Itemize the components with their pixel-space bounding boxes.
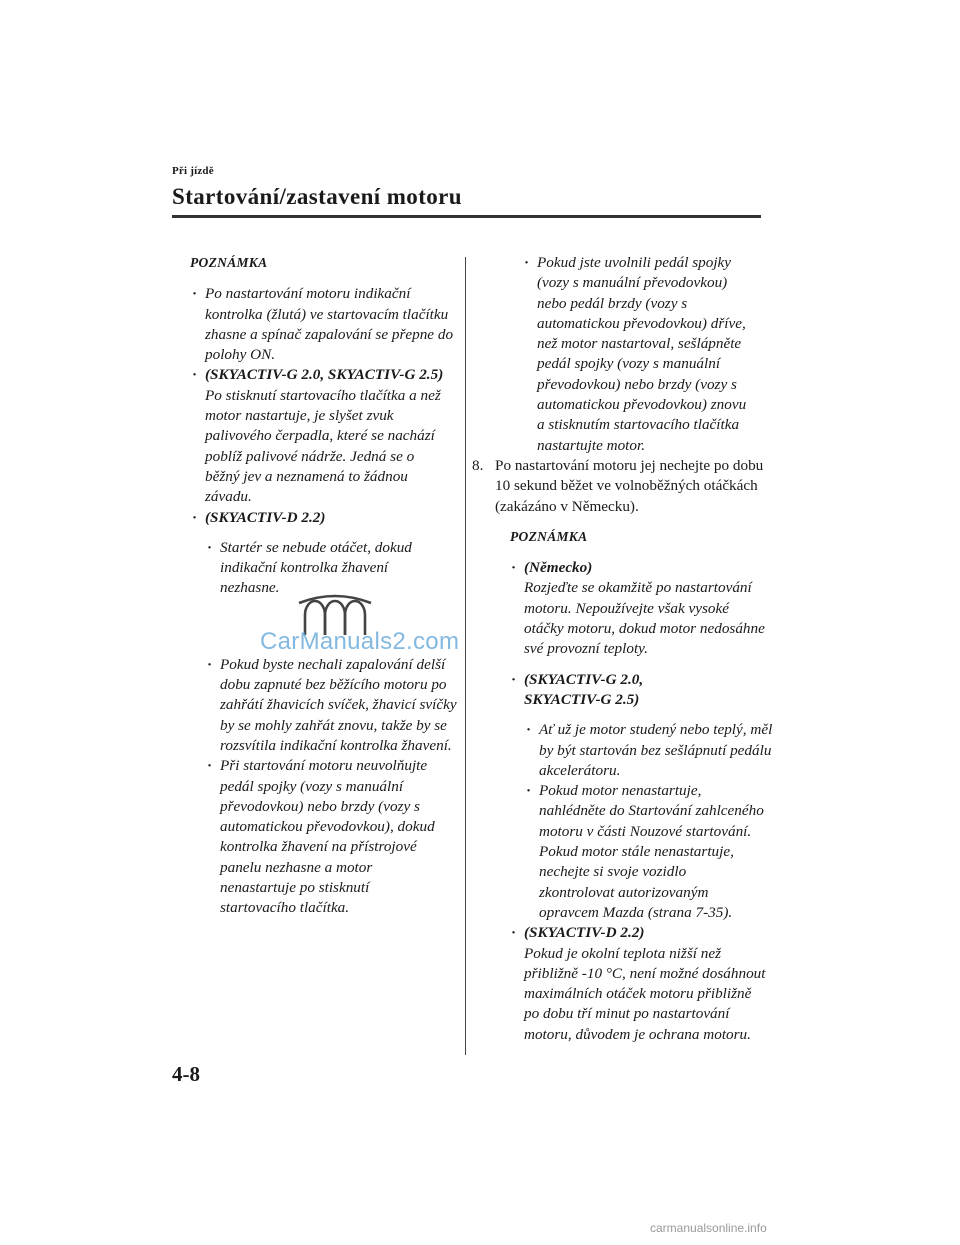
bullet-heading: · (Německo) [524,559,593,577]
note-heading: POZNÁMKA [510,528,588,544]
note-bullet [509,558,769,659]
note-heading: POZNÁMKA [190,255,268,270]
bullet-heading: · (SKYACTIV-D 2.2) [524,924,645,942]
sub-bullet: · Startér se nebude otáčet, dokud indikační kontrolka žhavení nezhasne. [205,538,435,599]
note-bullet [190,508,460,528]
note-bullet: · Po nastartování motoru indikační kontrolka (žlutá) ve startovacím tlačítku zhasne a spínač zapalování se přepne do polohy ON. [190,284,460,365]
section-label: Při jízdě [172,165,214,177]
title-rule [172,215,761,218]
bullet-text: Pokud je okolní teplota nižší než přibližně -10 °C, není možné dosáhnout maximálních otáček motoru přibližně po dobu tří minut po nastartování motoru, důvodem je ochrana motoru. [524,944,766,1043]
sub-bullet: · Pokud motor nenastartuje, nahlédněte do Startování zahlceného motoru v části Nouzové startování. Pokud motor stále nenastartuje, nechejte si svoje vozidlo zkontrolovat autorizovaným opravcem Mazda (strana 7-35). [524,781,764,923]
bullet-text: Rozjeďte se okamžitě po nastartování motoru. Nepoužívejte však vysoké otáčky motoru, dokud motor nedosáhne své provozní teploty. [524,579,765,658]
step-number: 8. [472,456,484,474]
note-bullet [509,670,684,711]
sub-bullet: · Pokud byste nechali zapalování delší dobu zapnuté bez běžícího motoru po zahřátí žhavicích svíček, žhavicí svíčky by se mohly zahřát znovu, takže by se rozsvítila indikační kontrolka žhavení. [205,655,460,756]
step-text: Po nastartování motoru jej nechejte po dobu 10 sekund běžet ve volnoběžných otáčkách (zakázáno v Německu). [495,456,764,515]
watermark: CarManuals2.com [260,628,460,655]
page-title: Startování/zastavení motoru [172,184,462,209]
page-number: 4-8 [172,1062,200,1086]
bullet-heading: · (SKYACTIV-G 2.0, SKYACTIV-G 2.5) [205,366,444,384]
right-column [472,253,773,1045]
footer-url[interactable]: carmanualsonline.info [650,1221,767,1235]
sub-bullet: · Pokud jste uvolnili pedál spojky (vozy s manuální převodovkou) nebo pedál brzdy (vozy s automatickou převodovkou) dříve, než motor nastartoval, sešlápněte pedál spojky (vozy s manuální převodovkou) nebo brzdy (vozy s automatickou převodovkou) znovu a stisknutím startovacího tlačítka nastartujte motor. [522,253,752,456]
note-bullet [190,365,450,507]
sub-bullet: · Ať už je motor studený nebo teplý, měl by být startován bez sešlápnutí pedálu akcelerátoru. [524,720,774,781]
column-divider [465,257,466,1055]
note-bullet [509,923,769,1045]
bullet-text: Po stisknutí startovacího tlačítka a než motor nastartuje, je slyšet zvuk palivového čerpadla, které se nachází poblíž palivové nádrže. Jedná se o běžný jev a neznamená to žádnou závadu. [205,386,441,506]
sub-bullet: · Při startování motoru neuvolňujte pedál spojky (vozy s manuální převodovkou) nebo brzdy (vozy s automatickou převodovkou), dokud kontrolka žhavení na přístrojové panelu nezhasne a motor nenastartuje po stisknutí startovacího tlačítka. [205,756,445,918]
bullet-heading: · (SKYACTIV-G 2.0, SKYACTIV-G 2.5) [524,670,644,708]
bullet-heading: · (SKYACTIV-D 2.2) [205,508,326,526]
left-column [190,253,460,919]
step-8 [472,456,764,517]
